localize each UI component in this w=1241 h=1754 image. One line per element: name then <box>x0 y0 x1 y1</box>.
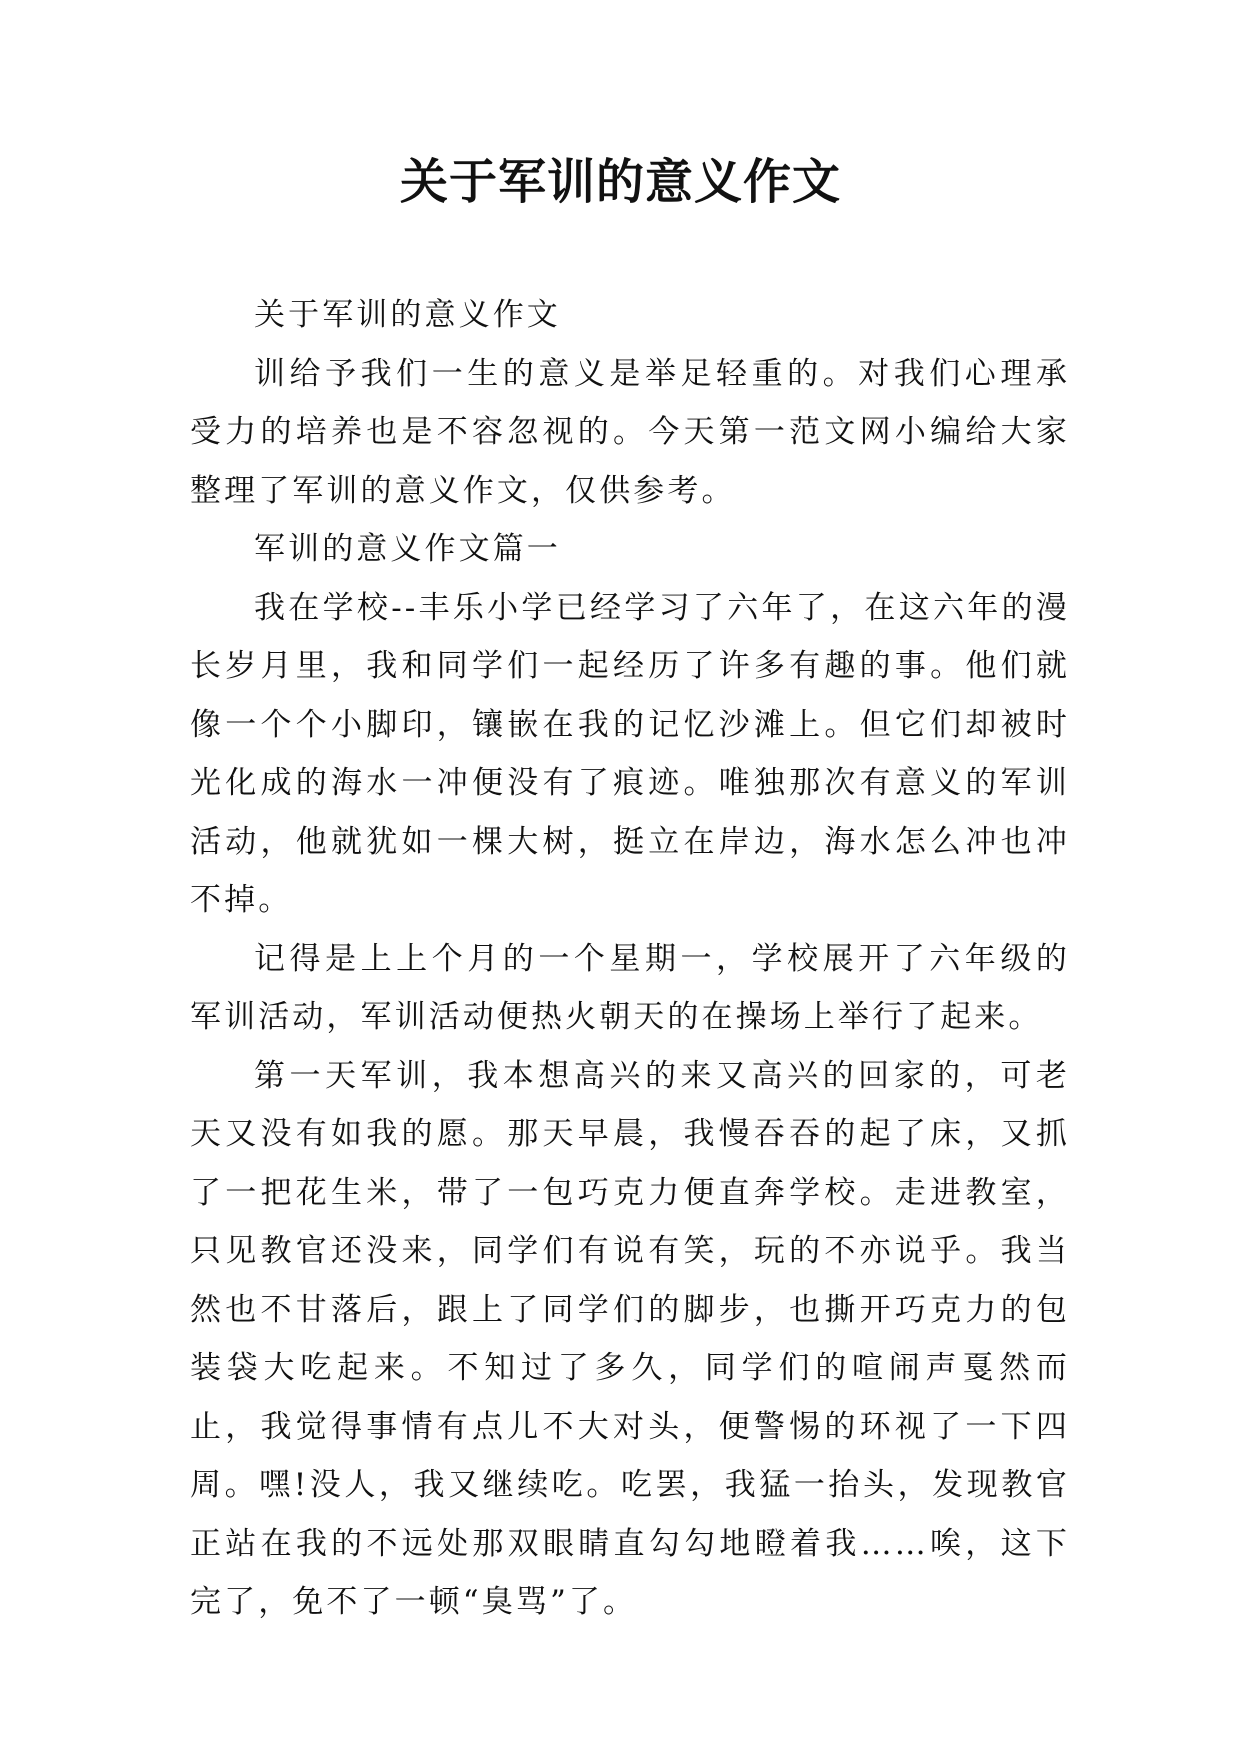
document-title: 关于军训的意义作文 <box>399 154 841 210</box>
document-body <box>190 286 1070 1632</box>
paragraph-training-start: 记得是上上个月的一个星期一，学校展开了六年级的军训活动，军训活动便热火朝天的在操场上举行了起来。 <box>190 940 1070 1035</box>
paragraph-intro: 训给予我们一生的意义是举足轻重的。对我们心理承受力的培养也是不容忽视的。今天第一范文网小编给大家整理了军训的意义作文，仅供参考。 <box>190 355 1070 509</box>
paragraph-section-title: 军训的意义作文篇一 <box>254 531 561 567</box>
paragraph-school-memory: 我在学校--丰乐小学已经学习了六年了，在这六年的漫长岁月里，我和同学们一起经历了许多有趣的事。他们就像一个个小脚印，镶嵌在我的记忆沙滩上。但它们却被时光化成的海水一冲便没有了痕迹。唯独那次有意义的军训活动，他就犹如一棵大树，挺立在岸边，海水怎么冲也冲不掉。 <box>190 589 1070 918</box>
paragraph-heading: 关于军训的意义作文 <box>254 297 561 333</box>
paragraph-first-day: 第一天军训，我本想高兴的来又高兴的回家的，可老天又没有如我的愿。那天早晨，我慢吞吞的起了床，又抓了一把花生米，带了一包巧克力便直奔学校。走进教室，只见教官还没来，同学们有说有笑，玩的不亦说乎。我当然也不甘落后，跟上了同学们的脚步，也撕开巧克力的包装袋大吃起来。不知过了多久，同学们的喧闹声戛然而止，我觉得事情有点儿不大对头，便警惕的环视了一下四周。嘿!没人，我又继续吃。吃罢，我猛一抬头，发现教官正站在我的不远处那双眼睛直勾勾地瞪着我……唉，这下完了，免不了一顿“臭骂”了。 <box>190 1057 1070 1620</box>
